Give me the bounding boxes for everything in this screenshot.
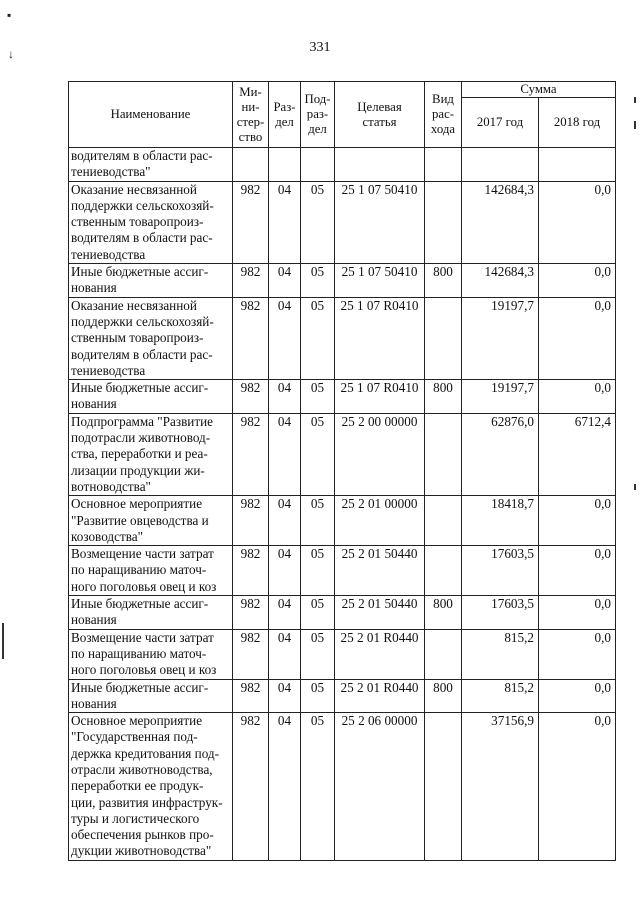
cell-section: 04: [269, 297, 301, 379]
header-ministry-label: Ми- ни- стер- ство: [236, 84, 265, 144]
cell-section: 04: [269, 264, 301, 298]
cell-ministry: 982: [233, 679, 269, 713]
cell-ministry: 982: [233, 297, 269, 379]
cell-sum-2017: [462, 148, 539, 182]
cell-name: Возмещение части затрат по наращиванию маточ- ного поголовья овец и коз: [69, 629, 233, 679]
cell-subsection: 05: [301, 496, 335, 546]
cell-target-article: 25 1 07 R0410: [335, 380, 425, 414]
cell-section: 04: [269, 679, 301, 713]
cell-sum-2017: 19197,7: [462, 380, 539, 414]
cell-subsection: 05: [301, 380, 335, 414]
cell-subsection: 05: [301, 181, 335, 263]
cell-ministry: 982: [233, 380, 269, 414]
cell-target-article: 25 2 01 R0440: [335, 629, 425, 679]
cell-target-article: 25 2 01 50440: [335, 546, 425, 596]
cell-expense-type: 800: [425, 264, 462, 298]
cell-subsection: 05: [301, 679, 335, 713]
cell-ministry: [233, 148, 269, 182]
page-number: 331: [309, 40, 331, 55]
cell-sum-2017: 142684,3: [462, 264, 539, 298]
cell-section: 04: [269, 380, 301, 414]
cell-ministry: 982: [233, 596, 269, 630]
cell-sum-2017: 18418,7: [462, 496, 539, 546]
cell-subsection: [301, 148, 335, 182]
cell-section: [269, 148, 301, 182]
table-row: [69, 629, 616, 679]
cell-ministry: 982: [233, 413, 269, 495]
cell-name: Иные бюджетные ассиг- нования: [69, 264, 233, 298]
cell-subsection: 05: [301, 546, 335, 596]
cell-subsection: 05: [301, 629, 335, 679]
cell-expense-type: 800: [425, 596, 462, 630]
cell-ministry: 982: [233, 181, 269, 263]
cell-sum-2018: 0,0: [539, 679, 616, 713]
cell-name: Иные бюджетные ассиг- нования: [69, 596, 233, 630]
header-target-article-label: Целевая статья: [357, 99, 402, 129]
table-row: [69, 596, 616, 630]
cell-subsection: 05: [301, 413, 335, 495]
cell-target-article: 25 2 06 00000: [335, 713, 425, 861]
cell-sum-2018: 0,0: [539, 546, 616, 596]
cell-expense-type: [425, 148, 462, 182]
cell-sum-2018: 0,0: [539, 713, 616, 861]
header-target-article: [335, 82, 425, 148]
cell-section: 04: [269, 496, 301, 546]
cell-section: 04: [269, 181, 301, 263]
cell-expense-type: [425, 546, 462, 596]
header-ministry: [233, 82, 269, 148]
cell-expense-type: [425, 629, 462, 679]
cell-sum-2018: 0,0: [539, 496, 616, 546]
cell-expense-type: [425, 496, 462, 546]
table-row: [69, 148, 616, 182]
cell-ministry: 982: [233, 713, 269, 861]
cell-expense-type: [425, 181, 462, 263]
cell-sum-2017: 17603,5: [462, 546, 539, 596]
header-year-2017: [462, 98, 539, 148]
cell-section: 04: [269, 596, 301, 630]
cell-sum-2017: 815,2: [462, 679, 539, 713]
header-sum: [462, 82, 616, 98]
cell-sum-2017: 17603,5: [462, 596, 539, 630]
scan-arrow-mark: ↓: [8, 47, 14, 61]
header-expense-type-label: Вид рас- хода: [430, 92, 456, 136]
cell-sum-2018: 0,0: [539, 264, 616, 298]
budget-table: [68, 81, 616, 861]
cell-ministry: 982: [233, 264, 269, 298]
cell-target-article: 25 1 07 R0410: [335, 297, 425, 379]
cell-sum-2018: [539, 148, 616, 182]
edge-tick-mark: [2, 623, 4, 659]
cell-section: 04: [269, 629, 301, 679]
edge-tick-mark: [634, 484, 636, 490]
cell-subsection: 05: [301, 264, 335, 298]
cell-section: 04: [269, 546, 301, 596]
cell-name: Основное мероприятие "Развитие овцеводства и козоводства": [69, 496, 233, 546]
cell-name: Оказание несвязанной поддержки сельскохозяй- ственным товаропроиз- водителям в области рас- тениеводства: [69, 297, 233, 379]
table-body: [69, 148, 616, 861]
cell-name: Оказание несвязанной поддержки сельскохозяй- ственным товаропроиз- водителям в области рас- тениеводства: [69, 181, 233, 263]
table-row: [69, 181, 616, 263]
cell-ministry: 982: [233, 546, 269, 596]
table-row: [69, 264, 616, 298]
header-name-label: Наименование: [110, 107, 191, 121]
cell-subsection: 05: [301, 713, 335, 861]
cell-sum-2017: 37156,9: [462, 713, 539, 861]
cell-sum-2017: 19197,7: [462, 297, 539, 379]
cell-expense-type: 800: [425, 679, 462, 713]
cell-sum-2017: 62876,0: [462, 413, 539, 495]
header-name: [69, 82, 233, 148]
cell-sum-2018: 0,0: [539, 181, 616, 263]
table-header: [69, 82, 616, 148]
table-row: [69, 413, 616, 495]
cell-sum-2018: 0,0: [539, 380, 616, 414]
table-row: [69, 679, 616, 713]
table-row: [69, 713, 616, 861]
cell-name: Основное мероприятие "Государственная под- держка кредитования под- отрасли животноводства, переработки ее продук- ции, развития инфраструк- туры и логистического обеспечения рынков про- дукции животноводства": [69, 713, 233, 861]
cell-subsection: 05: [301, 596, 335, 630]
cell-name: Иные бюджетные ассиг- нования: [69, 380, 233, 414]
header-subsection-label: Под- раз- дел: [304, 92, 331, 136]
cell-section: 04: [269, 413, 301, 495]
cell-subsection: 05: [301, 297, 335, 379]
cell-name: Подпрограмма "Развитие подотрасли животновод- ства, переработки и реа- лизации продукции жи- вотноводства": [69, 413, 233, 495]
cell-ministry: 982: [233, 629, 269, 679]
table-row: [69, 496, 616, 546]
table-row: [69, 297, 616, 379]
edge-tick-mark: [634, 121, 636, 129]
header-year-2018: [539, 98, 616, 148]
cell-name: Иные бюджетные ассиг- нования: [69, 679, 233, 713]
header-year-2018-label: 2018 год: [553, 115, 601, 129]
cell-sum-2018: 0,0: [539, 297, 616, 379]
scan-dot-mark: ▪: [7, 8, 12, 22]
cell-expense-type: [425, 713, 462, 861]
cell-sum-2018: 0,0: [539, 596, 616, 630]
cell-target-article: 25 1 07 50410: [335, 181, 425, 263]
header-section: [269, 82, 301, 148]
cell-sum-2018: 0,0: [539, 629, 616, 679]
cell-expense-type: 800: [425, 380, 462, 414]
cell-section: 04: [269, 713, 301, 861]
edge-tick-mark: [634, 97, 636, 103]
table-row: [69, 546, 616, 596]
cell-target-article: [335, 148, 425, 182]
header-subsection: [301, 82, 335, 148]
cell-target-article: 25 2 01 50440: [335, 596, 425, 630]
cell-name: Возмещение части затрат по наращиванию маточ- ного поголовья овец и коз: [69, 546, 233, 596]
table-row: [69, 380, 616, 414]
cell-target-article: 25 2 00 00000: [335, 413, 425, 495]
cell-target-article: 25 1 07 50410: [335, 264, 425, 298]
cell-target-article: 25 2 01 R0440: [335, 679, 425, 713]
cell-expense-type: [425, 297, 462, 379]
cell-name: водителям в области рас- тениеводства": [69, 148, 233, 182]
cell-sum-2017: 815,2: [462, 629, 539, 679]
cell-ministry: 982: [233, 496, 269, 546]
header-sum-label: Сумма: [520, 82, 557, 96]
cell-sum-2018: 6712,4: [539, 413, 616, 495]
header-year-2017-label: 2017 год: [476, 115, 524, 129]
cell-target-article: 25 2 01 00000: [335, 496, 425, 546]
header-section-label: Раз- дел: [273, 99, 296, 129]
cell-sum-2017: 142684,3: [462, 181, 539, 263]
header-expense-type: [425, 82, 462, 148]
cell-expense-type: [425, 413, 462, 495]
